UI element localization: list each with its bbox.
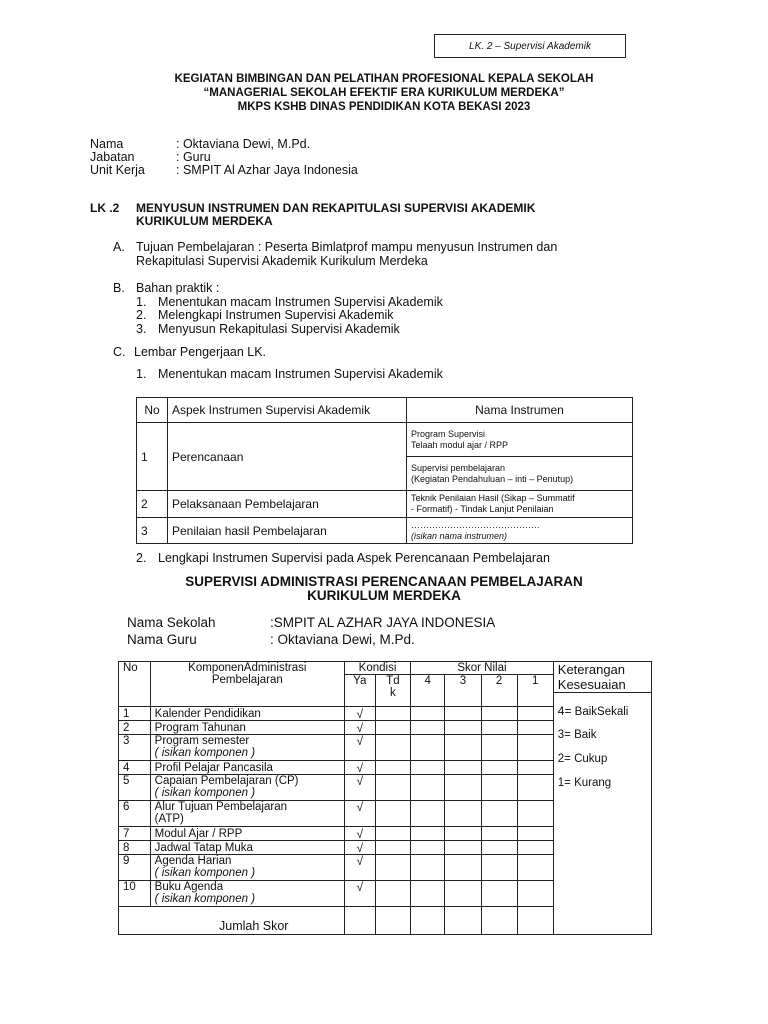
empty-cell[interactable] bbox=[411, 907, 445, 935]
empty-cell[interactable] bbox=[375, 735, 411, 761]
row-component: Modul Ajar / RPP bbox=[150, 827, 344, 841]
table-row-aspect: Perencanaan bbox=[168, 423, 407, 491]
header-line-3: MKPS KSHB DINAS PENDIDIKAN KOTA BEKASI 2023 bbox=[237, 101, 531, 113]
row-component-hint: (ATP) bbox=[154, 813, 184, 825]
section-a-marker: A. bbox=[113, 240, 125, 254]
column-header-component-line: KomponenAdministrasi bbox=[188, 662, 307, 674]
row-component-label: Program semester bbox=[154, 735, 250, 747]
identity-position-label: Jabatan bbox=[90, 150, 135, 164]
empty-cell[interactable] bbox=[517, 827, 553, 841]
instrument-hint: (isikan nama instrumen) bbox=[411, 530, 508, 541]
empty-cell[interactable] bbox=[445, 761, 481, 775]
instrument-name: Teknik Penilaian Hasil (Sikap – Summatif bbox=[411, 493, 575, 503]
empty-cell[interactable] bbox=[445, 855, 481, 881]
row-no: 7 bbox=[119, 827, 151, 841]
section-a-line-1: Tujuan Pembelajaran : Peserta Bimlatprof mampu menyusun Instrumen dan bbox=[136, 240, 558, 254]
column-header-remarks-line: Keterangan bbox=[557, 662, 626, 677]
legend-text: Kurang bbox=[574, 777, 612, 789]
table-row-no: 2 bbox=[137, 491, 168, 518]
empty-cell[interactable] bbox=[344, 907, 375, 935]
column-header-yes: Ya bbox=[344, 675, 375, 707]
row-no: 4 bbox=[119, 761, 151, 775]
empty-cell[interactable] bbox=[481, 827, 517, 841]
row-no: 2 bbox=[119, 721, 151, 735]
column-header-score-1: 1 bbox=[517, 675, 553, 707]
row-component-hint: ( isikan komponen ) bbox=[154, 747, 256, 759]
empty-cell[interactable] bbox=[375, 707, 411, 721]
row-component bbox=[150, 855, 344, 881]
instrument-name: (Kegiatan Pendahuluan – inti – Penutup) bbox=[411, 473, 574, 484]
column-header-component bbox=[150, 662, 344, 707]
empty-cell[interactable] bbox=[375, 907, 411, 935]
empty-cell[interactable] bbox=[481, 721, 517, 735]
check-mark-icon: √ bbox=[344, 841, 375, 855]
column-header-remarks bbox=[553, 662, 651, 693]
check-mark-icon: √ bbox=[344, 801, 375, 827]
teacher-name-label: Nama Guru bbox=[127, 632, 197, 647]
identity-position-value: : Guru bbox=[176, 150, 211, 164]
legend-value: 3= bbox=[557, 729, 571, 741]
empty-cell[interactable] bbox=[445, 841, 481, 855]
column-header-score: Skor Nilai bbox=[411, 662, 554, 675]
form-title-2: KURIKULUM MERDEKA bbox=[307, 588, 461, 603]
empty-cell[interactable] bbox=[411, 761, 445, 775]
row-no: 5 bbox=[119, 775, 151, 801]
empty-cell[interactable] bbox=[517, 707, 553, 721]
legend-item bbox=[558, 753, 647, 777]
check-mark-icon: √ bbox=[344, 827, 375, 841]
column-header-tdk-line: Td bbox=[386, 675, 400, 687]
step-1-number: 1. bbox=[136, 367, 147, 381]
column-header-score-4: 4 bbox=[411, 675, 445, 707]
empty-cell[interactable] bbox=[411, 827, 445, 841]
legend-text: Baik bbox=[574, 729, 597, 741]
empty-cell[interactable] bbox=[517, 735, 553, 761]
instrument-name: - Formatif) - Tindak Lanjut Penilaian bbox=[411, 504, 554, 514]
identity-unit-value: : SMPIT Al Azhar Jaya Indonesia bbox=[176, 163, 358, 177]
legend-text: BaikSekali bbox=[574, 706, 629, 718]
empty-cell[interactable] bbox=[517, 801, 553, 827]
column-header-no: No bbox=[137, 398, 168, 423]
empty-cell[interactable] bbox=[375, 841, 411, 855]
empty-cell[interactable] bbox=[445, 721, 481, 735]
row-no: 3 bbox=[119, 735, 151, 761]
instrument-cell bbox=[407, 491, 633, 518]
supervision-table bbox=[118, 661, 652, 935]
table-row-aspect: Pelaksanaan Pembelajaran bbox=[168, 491, 407, 518]
empty-cell[interactable] bbox=[481, 855, 517, 881]
instrument-placeholder: ……………………………………. bbox=[411, 519, 540, 530]
table-row-aspect: Penilaian hasil Pembelajaran bbox=[168, 518, 407, 544]
score-legend bbox=[553, 693, 651, 935]
step-2-number: 2. bbox=[136, 551, 147, 565]
total-score-label: Jumlah Skor bbox=[119, 907, 345, 935]
column-header-remarks-line: Kesesuaian bbox=[557, 677, 626, 692]
legend-value: 1= bbox=[557, 777, 571, 789]
empty-cell[interactable] bbox=[445, 827, 481, 841]
row-component bbox=[150, 801, 344, 827]
identity-name-label: Nama bbox=[90, 137, 124, 151]
row-component bbox=[150, 775, 344, 801]
lk-label-box: LK. 2 – Supervisi Akademik bbox=[434, 34, 626, 58]
instrument-name: Telaah modul ajar / RPP bbox=[411, 439, 509, 450]
column-header-aspect: Aspek Instrumen Supervisi Akademik bbox=[168, 398, 407, 423]
empty-cell[interactable] bbox=[411, 735, 445, 761]
row-no: 1 bbox=[119, 707, 151, 721]
row-no: 8 bbox=[119, 841, 151, 855]
empty-cell[interactable] bbox=[445, 775, 481, 801]
empty-cell[interactable] bbox=[481, 775, 517, 801]
row-component: Program Tahunan bbox=[150, 721, 344, 735]
row-no: 9 bbox=[119, 855, 151, 881]
section-b-title: Bahan praktik : bbox=[136, 281, 220, 295]
row-component bbox=[150, 735, 344, 761]
column-header-no-condition bbox=[375, 675, 411, 707]
empty-cell[interactable] bbox=[411, 707, 445, 721]
instrument-table bbox=[136, 397, 633, 544]
empty-cell[interactable] bbox=[375, 775, 411, 801]
list-item: Menyusun Rekapitulasi Supervisi Akademik bbox=[158, 322, 400, 336]
section-b-marker: B. bbox=[113, 281, 125, 295]
empty-cell[interactable] bbox=[481, 735, 517, 761]
column-header-instrument: Nama Instrumen bbox=[407, 398, 633, 423]
empty-cell[interactable] bbox=[445, 881, 481, 907]
empty-cell[interactable] bbox=[375, 881, 411, 907]
empty-cell[interactable] bbox=[445, 735, 481, 761]
empty-cell[interactable] bbox=[411, 775, 445, 801]
section-c-title: Lembar Pengerjaan LK. bbox=[134, 345, 267, 359]
section-a-line-2: Rekapitulasi Supervisi Akademik Kurikulum Merdeka bbox=[136, 254, 428, 268]
column-header-score-3: 3 bbox=[445, 675, 481, 707]
empty-cell[interactable] bbox=[517, 881, 553, 907]
lk-section-title-2: KURIKULUM MERDEKA bbox=[136, 214, 273, 228]
check-mark-icon: √ bbox=[344, 707, 375, 721]
check-mark-icon: √ bbox=[344, 735, 375, 761]
empty-cell[interactable] bbox=[411, 841, 445, 855]
empty-cell[interactable] bbox=[517, 761, 553, 775]
empty-cell[interactable] bbox=[411, 855, 445, 881]
empty-cell[interactable] bbox=[411, 881, 445, 907]
check-mark-icon: √ bbox=[344, 881, 375, 907]
row-component-hint: ( isikan komponen ) bbox=[154, 893, 256, 905]
identity-unit-label: Unit Kerja bbox=[90, 163, 145, 177]
row-no: 10 bbox=[119, 881, 151, 907]
empty-cell[interactable] bbox=[517, 855, 553, 881]
header-line-2: “MANAGERIAL SEKOLAH EFEKTIF ERA KURIKULUM MERDEKA” bbox=[203, 87, 565, 99]
school-name-value: :SMPIT AL AZHAR JAYA INDONESIA bbox=[270, 615, 496, 630]
lk-section-number: LK .2 bbox=[90, 201, 120, 215]
empty-cell[interactable] bbox=[375, 761, 411, 775]
lk-section-title-1: MENYUSUN INSTRUMEN DAN REKAPITULASI SUPERVISI AKADEMIK bbox=[136, 201, 536, 215]
legend-item bbox=[558, 777, 647, 801]
empty-cell[interactable] bbox=[375, 827, 411, 841]
row-component bbox=[150, 881, 344, 907]
legend-text: Cukup bbox=[574, 753, 608, 765]
table-row-no: 1 bbox=[137, 423, 168, 491]
header-line-1: KEGIATAN BIMBINGAN DAN PELATIHAN PROFESIONAL KEPALA SEKOLAH bbox=[174, 73, 594, 85]
legend-value: 4= bbox=[557, 704, 572, 718]
step-1-text: Menentukan macam Instrumen Supervisi Akademik bbox=[158, 367, 443, 381]
legend-item bbox=[558, 729, 647, 753]
row-no: 6 bbox=[119, 801, 151, 827]
teacher-name-value: : Oktaviana Dewi, M.Pd. bbox=[270, 632, 415, 647]
empty-cell[interactable] bbox=[481, 881, 517, 907]
empty-cell[interactable] bbox=[517, 775, 553, 801]
list-item-number: 2. bbox=[136, 308, 147, 322]
instrument-cell bbox=[407, 457, 633, 491]
row-component: Jadwal Tatap Muka bbox=[150, 841, 344, 855]
instrument-name: Program Supervisi bbox=[411, 428, 486, 439]
empty-cell[interactable] bbox=[375, 801, 411, 827]
column-header-no: No bbox=[119, 662, 151, 707]
column-header-score-2: 2 bbox=[481, 675, 517, 707]
empty-cell[interactable] bbox=[445, 801, 481, 827]
check-mark-icon: √ bbox=[344, 775, 375, 801]
list-item: Melengkapi Instrumen Supervisi Akademik bbox=[158, 308, 394, 322]
check-mark-icon: √ bbox=[344, 761, 375, 775]
row-component-hint: ( isikan komponen ) bbox=[154, 787, 256, 799]
instrument-cell bbox=[407, 518, 633, 544]
list-item-number: 1. bbox=[136, 295, 147, 309]
empty-cell[interactable] bbox=[411, 801, 445, 827]
empty-cell[interactable] bbox=[375, 721, 411, 735]
empty-cell[interactable] bbox=[445, 907, 481, 935]
row-component-label: Capaian Pembelajaran (CP) bbox=[154, 775, 299, 787]
row-component: Kalender Pendidikan bbox=[150, 707, 344, 721]
row-component-label: Agenda Harian bbox=[154, 855, 232, 867]
empty-cell[interactable] bbox=[481, 761, 517, 775]
column-header-condition: Kondisi bbox=[344, 662, 410, 675]
column-header-component-line: Pembelajaran bbox=[211, 674, 283, 686]
empty-cell[interactable] bbox=[517, 721, 553, 735]
check-mark-icon: √ bbox=[344, 721, 375, 735]
empty-cell[interactable] bbox=[517, 841, 553, 855]
form-title-1: SUPERVISI ADMINISTRASI PERENCANAAN PEMBELAJARAN bbox=[185, 574, 583, 589]
column-header-tdk-line: k bbox=[390, 687, 396, 699]
section-c-marker: C. bbox=[113, 345, 126, 359]
legend-item bbox=[558, 705, 647, 729]
check-mark-icon: √ bbox=[344, 855, 375, 881]
row-component: Profil Pelajar Pancasila bbox=[150, 761, 344, 775]
row-component-label: Alur Tujuan Pembelajaran bbox=[154, 801, 288, 813]
row-component-label: Buku Agenda bbox=[154, 881, 224, 893]
instrument-cell bbox=[407, 423, 633, 457]
list-item-number: 3. bbox=[136, 322, 147, 336]
empty-cell[interactable] bbox=[375, 855, 411, 881]
empty-cell[interactable] bbox=[481, 707, 517, 721]
school-name-label: Nama Sekolah bbox=[127, 615, 216, 630]
empty-cell[interactable] bbox=[481, 801, 517, 827]
step-2-text: Lengkapi Instrumen Supervisi pada Aspek Perencanaan Pembelajaran bbox=[158, 551, 550, 565]
legend-value: 2= bbox=[557, 753, 571, 765]
identity-name-value: : Oktaviana Dewi, M.Pd. bbox=[176, 137, 311, 151]
list-item: Menentukan macam Instrumen Supervisi Akademik bbox=[158, 295, 443, 309]
empty-cell[interactable] bbox=[445, 707, 481, 721]
row-component-hint: ( isikan komponen ) bbox=[154, 867, 256, 879]
empty-cell[interactable] bbox=[411, 721, 445, 735]
table-row-no: 3 bbox=[137, 518, 168, 544]
instrument-name: Supervisi pembelajaran bbox=[411, 462, 506, 473]
empty-cell[interactable] bbox=[481, 841, 517, 855]
empty-cell[interactable] bbox=[481, 907, 517, 935]
empty-cell[interactable] bbox=[517, 907, 553, 935]
